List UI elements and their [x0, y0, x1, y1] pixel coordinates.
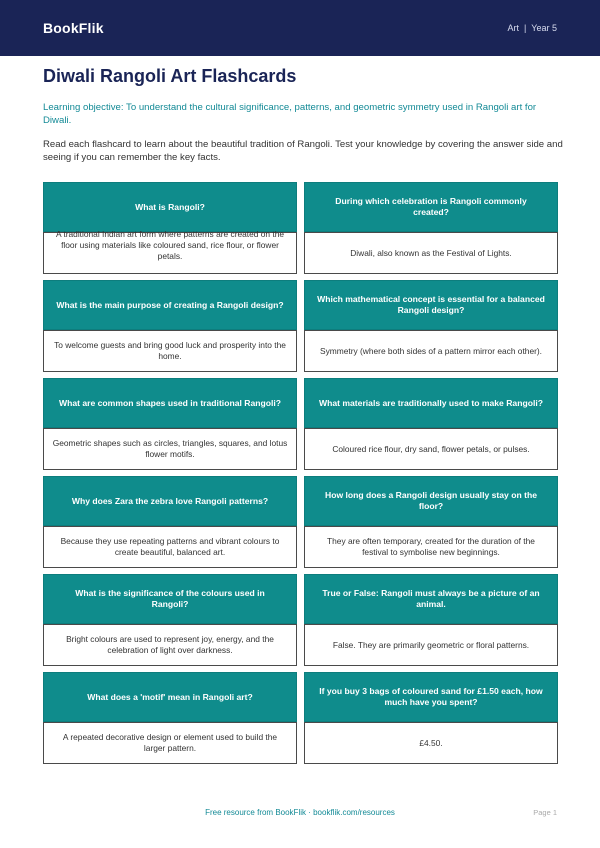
flashcard[interactable] [43, 476, 297, 574]
flashcard-answer: Diwali, also known as the Festival of Lights. [304, 232, 558, 274]
flashcard-answer-text: A traditional Indian art form where patterns are created on the floor using materials like coloured sand, rice flour, or flower petals. [55, 229, 285, 261]
flashcard-question: What are common shapes used in traditional Rangoli? [43, 378, 297, 428]
flashcard-question: What is Rangoli? [43, 182, 297, 232]
intro-text: Read each flashcard to learn about the beautiful tradition of Rangoli. Test your knowledge by covering the answer side and seeing if you can remember the key facts. [43, 139, 563, 163]
flashcard[interactable] [304, 280, 558, 378]
header-bar [0, 0, 600, 56]
flashcard-question: What does a 'motif' mean in Rangoli art? [43, 672, 297, 722]
flashcard-question: What is the main purpose of creating a Rangoli design? [43, 280, 297, 330]
flashcard-question: During which celebration is Rangoli commonly created? [304, 182, 558, 232]
flashcard-question: True or False: Rangoli must always be a picture of an animal. [304, 574, 558, 624]
flashcard-question: How long does a Rangoli design usually stay on the floor? [304, 476, 558, 526]
flashcard[interactable] [304, 182, 558, 280]
flashcard-question: What is the significance of the colours used in Rangoli? [43, 574, 297, 624]
flashcard-answer: Because they use repeating patterns and vibrant colours to create beautiful, balanced art. [43, 526, 297, 568]
flashcard-question: Why does Zara the zebra love Rangoli patterns? [43, 476, 297, 526]
page-number: Page 1 [533, 808, 557, 817]
flashcard[interactable] [43, 378, 297, 476]
flashcard-answer [43, 229, 297, 274]
learning-objective: Learning objective: To understand the cultural significance, patterns, and geometric symmetry used in Rangoli art for Diwali. [43, 102, 537, 126]
flashcard-question: Which mathematical concept is essential for a balanced Rangoli design? [304, 280, 558, 330]
flashcard[interactable] [43, 182, 297, 280]
flashcard-answer: Coloured rice flour, dry sand, flower petals, or pulses. [304, 428, 558, 470]
flashcard-answer: Bright colours are used to represent joy, energy, and the celebration of light over darkness. [43, 624, 297, 666]
flashcard[interactable] [43, 574, 297, 672]
flashcard[interactable] [304, 574, 558, 672]
brand-logo[interactable]: BookFlik [43, 20, 104, 36]
flashcard-answer: They are often temporary, created for the duration of the festival to symbolise new beginnings. [304, 526, 558, 568]
flashcard[interactable] [304, 378, 558, 476]
footer-link[interactable]: Free resource from BookFlik · bookflik.com/resources [205, 808, 395, 817]
flashcard-answer: Geometric shapes such as circles, triangles, squares, and lotus flower motifs. [43, 428, 297, 470]
flashcard-question: What materials are traditionally used to make Rangoli? [304, 378, 558, 428]
flashcard[interactable] [304, 476, 558, 574]
breadcrumb-subject[interactable]: Art [507, 23, 519, 33]
flashcard-answer: £4.50. [304, 722, 558, 764]
flashcard-answer: A repeated decorative design or element used to build the larger pattern. [43, 722, 297, 764]
flashcard-answer: False. They are primarily geometric or floral patterns. [304, 624, 558, 666]
flashcard-answer: Symmetry (where both sides of a pattern mirror each other). [304, 330, 558, 372]
flashcard[interactable] [43, 672, 297, 770]
page-title: Diwali Rangoli Art Flashcards [43, 66, 297, 86]
flashcard[interactable] [43, 280, 297, 378]
breadcrumb [507, 23, 557, 33]
breadcrumb-year[interactable]: Year 5 [531, 23, 557, 33]
flashcard-answer: To welcome guests and bring good luck and prosperity into the home. [43, 330, 297, 372]
flashcard-grid [43, 182, 557, 770]
flashcard[interactable] [304, 672, 558, 770]
flashcard-question: If you buy 3 bags of coloured sand for £1.50 each, how much have you spent? [304, 672, 558, 722]
breadcrumb-separator: | [523, 23, 527, 33]
